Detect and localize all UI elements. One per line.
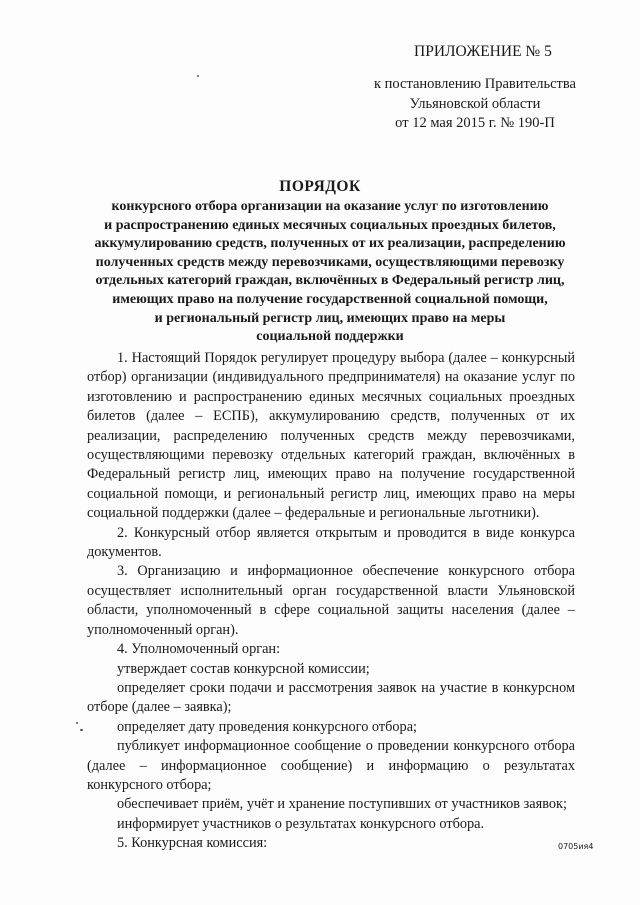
document-title: ПОРЯДОК [279,178,361,195]
resolution-reference [370,75,580,134]
resolution-line: Ульяновской области [409,95,541,112]
subtitle-line: отдельных категорий граждан, включённых в Федеральный регистр лиц, [95,273,565,289]
document-subtitle [60,198,600,347]
paragraph-5: 5. Конкурсная комиссия: [117,835,268,852]
resolution-line: от 12 мая 2015 г. № 190-П [395,115,555,131]
subtitle-line: социальной поддержки [256,329,404,345]
subtitle-line: и региональный регистр лиц, имеющих право на меры [154,310,506,326]
paragraph-4-item: определяет дату проведения конкурсного отбора; [117,718,418,735]
resolution-line: к постановлению Правительства [374,76,576,92]
paragraph-4-item: информирует участников о результатах конкурсного отбора. [117,815,485,832]
paragraph-4: 4. Уполномоченный орган: [117,641,281,658]
scan-speck [197,75,199,77]
subtitle-line: и распространению единых месячных социальных проездных билетов, [104,217,556,233]
subtitle-line: конкурсного отбора организации на оказание услуг по изготовлению [111,199,549,214]
paragraph-1: 1. Настоящий Порядок регулирует процедуру выбора (далее – конкурсный отбор) организации (индивидуального предпринимателя) на оказание услуг по изготовлению и распространению единых месячных социальных проездных билетов (далее – ЕСПБ), аккумулированию средств, полученных от их реализации, распределению полученных средств между перевозчиками, осуществляющими перевозку отдельных категорий граждан, включённых в Федеральный регистр лиц, имеющих право на получение государственной социальной помощи, и региональный регистр лиц, имеющих право на меры социальной поддержки (далее – федеральные и региональные льготники). [87,350,575,522]
paragraph-4-item: определяет сроки подачи и рассмотрения заявок на участие в конкурсном отборе (далее – заявка); [87,679,575,716]
paragraph-4-item: утверждает состав конкурсной комиссии; [117,660,370,677]
subtitle-line: полученных средств между перевозчиками, осуществляющими перевозку [95,254,565,270]
appendix-label: ПРИЛОЖЕНИЕ № 5 [414,43,552,60]
scan-speck [76,722,78,724]
subtitle-line: аккумулированию средств, полученных от их реализации, распределению [94,236,566,252]
paragraph-3: 3. Организацию и информационное обеспечение конкурсного отбора осуществляет исполнительный орган государственной власти Ульяновской области, уполномоченный в сфере социальной защиты населения (далее – уполномоченный орган). [87,563,575,638]
scan-speck [80,729,83,731]
document-body [87,349,575,854]
document-code-stamp: 0705ия4 [558,842,594,851]
subtitle-line: имеющих право на получение государственной социальной помощи, [112,291,548,307]
paragraph-2: 2. Конкурсный отбор является открытым и проводится в виде конкурса документов. [87,524,575,561]
paragraph-4-item: обеспечивает приём, учёт и хранение поступивших от участников заявок; [117,796,567,813]
paragraph-4-item: публикует информационное сообщение о проведении конкурсного отбора (далее – информационное сообщение) и информацию о результатах конкурсного отбора; [87,738,575,793]
